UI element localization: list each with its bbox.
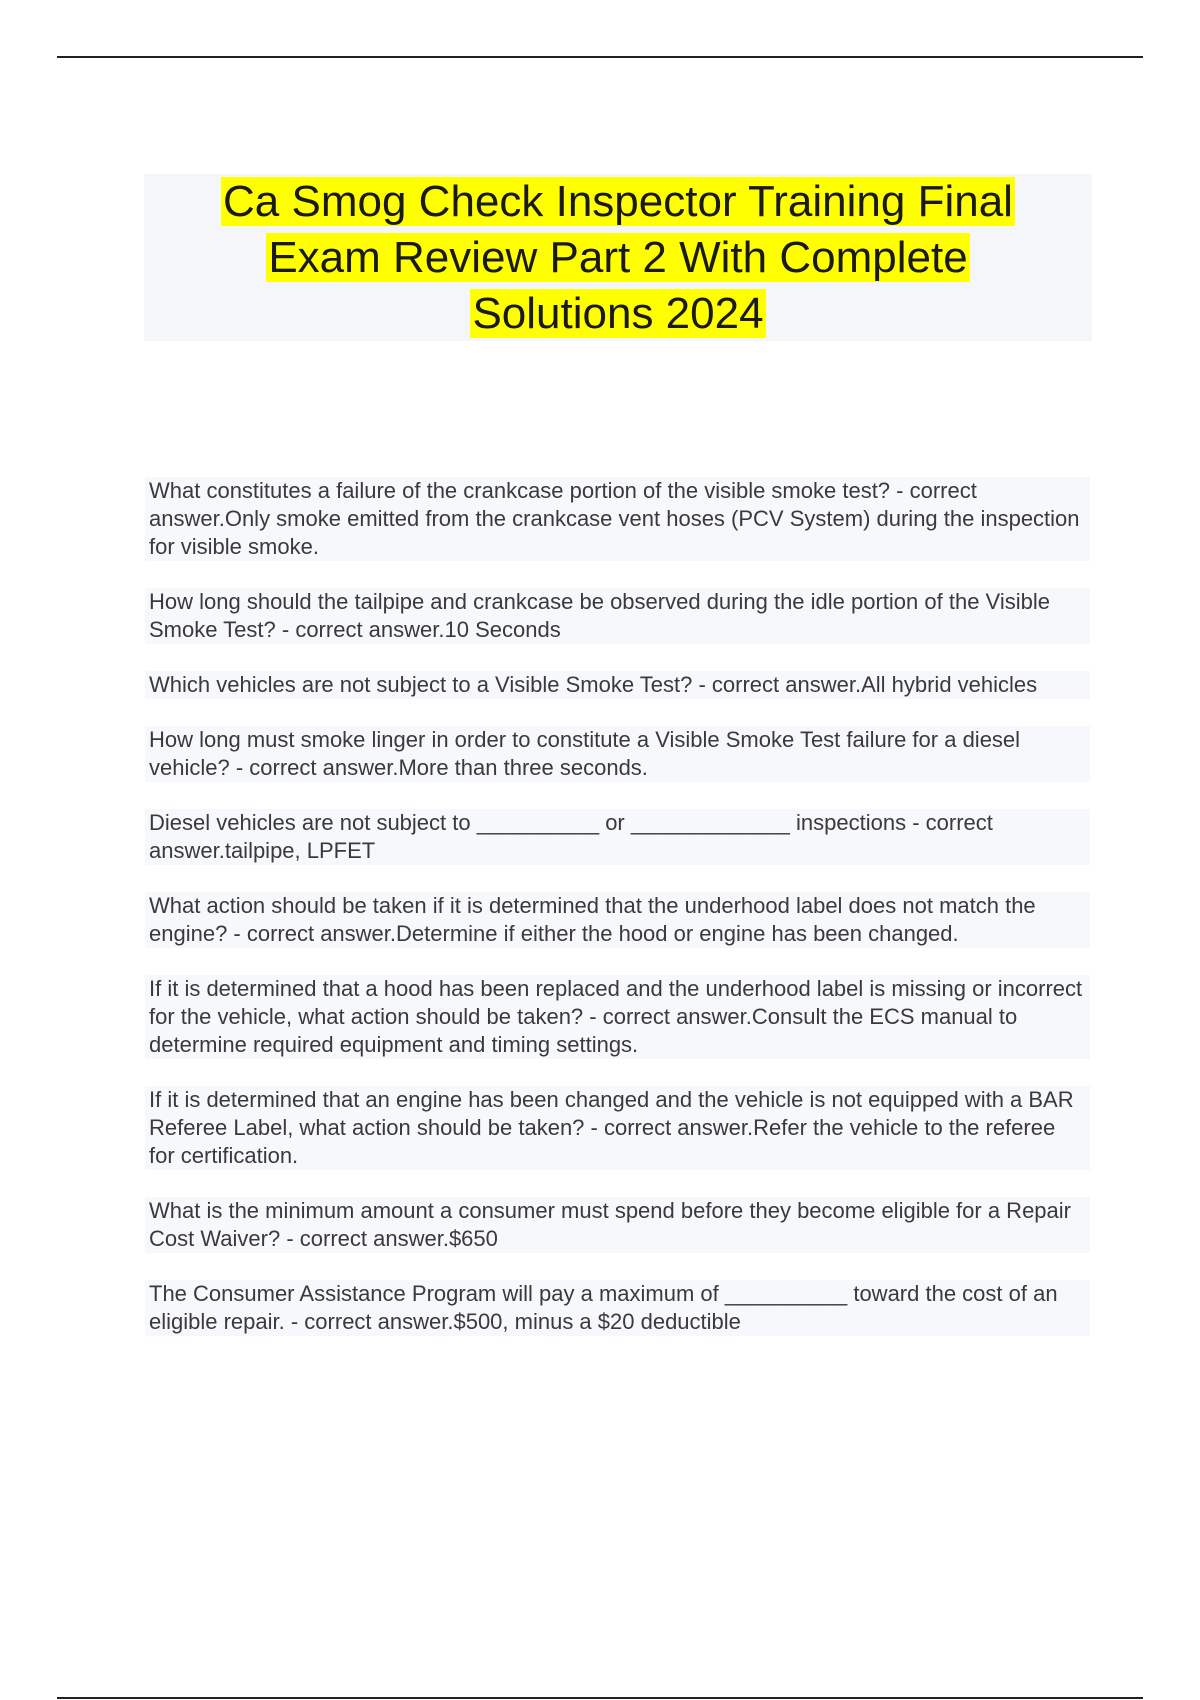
question-text: What is the minimum amount a consumer must spend before they become eligible for a Repair Cost Waiver? - correct answer. (149, 1198, 1071, 1251)
question-text: If it is determined that a hood has been replaced and the underhood label is missing or incorrect for the vehicle, what action should be taken? - correct answer. (149, 976, 1083, 1029)
title-line (266, 230, 969, 286)
footer-rule (57, 1697, 1143, 1699)
title-line (470, 286, 765, 342)
title-line-text: Exam Review Part 2 With Complete (268, 232, 968, 282)
answer-text: All hybrid vehicles (861, 672, 1038, 697)
title-line-text: Solutions 2024 (472, 288, 764, 338)
qa-item (145, 809, 1090, 865)
answer-text: Only smoke emitted from the crankcase vent hoses (PCV System) during the inspection for visible smoke. (149, 506, 1080, 559)
qa-item (145, 1086, 1090, 1170)
answer-text: Refer the vehicle to the referee for certification. (149, 1115, 1056, 1168)
question-text: How long should the tailpipe and crankcase be observed during the idle portion of the Visible Smoke Test? - correct answer. (149, 589, 1050, 642)
question-text: What action should be taken if it is determined that the underhood label does not match the engine? - correct answer. (149, 893, 1036, 946)
question-text: What constitutes a failure of the crankcase portion of the visible smoke test? - correct answer. (149, 478, 977, 531)
answer-text: More than three seconds. (398, 755, 648, 780)
question-text: The Consumer Assistance Program will pay a maximum of __________ toward the cost of an eligible repair. - correct answer. (149, 1281, 1058, 1334)
answer-text: tailpipe, LPFET (224, 838, 376, 863)
answer-text: Consult the ECS manual to determine required equipment and timing settings. (149, 1004, 1018, 1057)
question-text: How long must smoke linger in order to constitute a Visible Smoke Test failure for a diesel vehicle? - correct answer. (149, 727, 1021, 780)
qa-item (145, 892, 1090, 948)
qa-item (145, 477, 1090, 561)
qa-item (145, 588, 1090, 644)
qa-item (145, 1197, 1090, 1253)
header-rule (57, 56, 1143, 58)
answer-text: 10 Seconds (444, 617, 561, 642)
answer-text: $500, minus a $20 deductible (453, 1309, 741, 1334)
title-line (221, 174, 1015, 230)
qa-item (145, 975, 1090, 1059)
qa-item (145, 671, 1090, 699)
answer-text: Determine if either the hood or engine has been changed. (396, 921, 959, 946)
question-text: If it is determined that an engine has been changed and the vehicle is not equipped with a BAR Referee Label, what action should be taken? - correct answer. (149, 1087, 1074, 1140)
answer-text: $650 (448, 1226, 498, 1251)
title-line-text: Ca Smog Check Inspector Training Final (223, 176, 1013, 226)
question-text: Which vehicles are not subject to a Visible Smoke Test? - correct answer. (149, 672, 862, 697)
question-text: Diesel vehicles are not subject to __________ or _____________ inspections - correct answer. (149, 810, 993, 863)
qa-list (145, 477, 1090, 1363)
qa-item (145, 726, 1090, 782)
document-title (144, 174, 1092, 341)
qa-item (145, 1280, 1090, 1336)
